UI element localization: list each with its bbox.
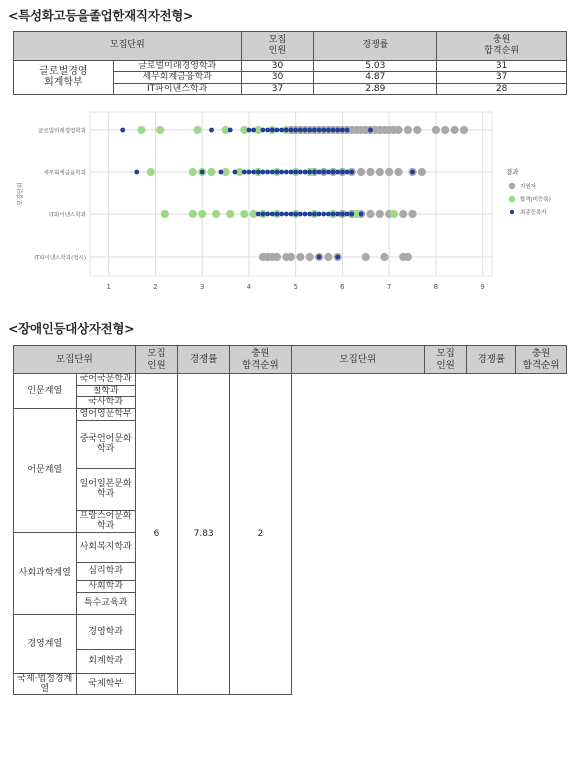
- data-point: [349, 212, 354, 217]
- quota-cell: 30: [241, 61, 314, 72]
- data-point: [228, 128, 233, 133]
- dept-cell: 세무회계금융학과: [113, 72, 241, 83]
- header-rank: 충원 합격순위: [437, 32, 567, 61]
- data-point: [366, 168, 374, 176]
- data-point: [284, 128, 289, 133]
- data-point: [209, 128, 214, 133]
- data-point: [240, 210, 248, 218]
- legend-marker: [510, 210, 514, 214]
- data-point: [247, 170, 252, 175]
- data-point: [331, 128, 336, 133]
- x-tick-label: 7: [386, 283, 392, 291]
- data-point: [399, 210, 407, 218]
- data-point: [298, 128, 303, 133]
- data-point: [298, 212, 303, 217]
- data-point: [441, 126, 449, 134]
- dept-cell: 영어영문학부: [76, 408, 135, 420]
- dept-cell: 회계학과: [76, 649, 135, 673]
- data-point: [261, 128, 266, 133]
- y-tick-label: IT파이낸스학과(정시): [34, 255, 86, 262]
- data-point: [279, 128, 284, 133]
- selection-table-1: [13, 31, 567, 95]
- data-point: [349, 170, 354, 175]
- quota-cell: 30: [241, 72, 314, 83]
- data-point: [359, 212, 364, 217]
- legend-label: 합격(미등록): [520, 197, 551, 204]
- data-point: [380, 253, 388, 261]
- data-point: [307, 170, 312, 175]
- data-point: [362, 253, 370, 261]
- data-point: [335, 212, 340, 217]
- data-point: [410, 170, 415, 175]
- dept-cell: 사회학과: [76, 580, 135, 592]
- header-quota: 모집 인원: [241, 32, 314, 61]
- y-tick-label: 글로벌미래경영학과: [38, 128, 86, 135]
- data-point: [251, 170, 256, 175]
- dept-cell: 사회복지학과: [76, 532, 135, 562]
- dept-cell: 국제학부: [76, 673, 135, 695]
- data-point: [390, 210, 398, 218]
- data-point: [326, 128, 331, 133]
- data-point: [335, 128, 340, 133]
- data-point: [156, 126, 164, 134]
- group-cell: 경영계열: [14, 614, 77, 673]
- data-point: [193, 126, 201, 134]
- x-tick-label: 6: [340, 283, 345, 291]
- dept-cell: 국사학과: [76, 397, 135, 408]
- data-point: [247, 128, 252, 133]
- rate-cell: 4.87: [314, 72, 437, 83]
- data-point: [233, 170, 238, 175]
- dept-cell: 심리학과: [76, 562, 135, 580]
- header-rank: 충원 합격순위: [230, 346, 291, 374]
- header-rank: 충원 합격순위: [516, 346, 567, 374]
- x-tick-label: 8: [433, 283, 439, 291]
- data-point: [303, 170, 308, 175]
- data-point: [256, 212, 261, 217]
- x-tick-label: 5: [293, 283, 298, 291]
- y-tick-label: IT파이낸스학과: [49, 212, 86, 219]
- data-point: [335, 170, 340, 175]
- header-unit: 모집단위: [14, 32, 242, 61]
- data-point: [340, 212, 345, 217]
- dept-cell: 특수교육과: [76, 592, 135, 614]
- data-point: [321, 128, 326, 133]
- data-point: [226, 210, 234, 218]
- data-point: [404, 126, 412, 134]
- rank-cell: 28: [437, 83, 567, 94]
- data-point: [317, 212, 322, 217]
- rate-cell: 7.83: [178, 374, 230, 695]
- quota-cell: 37: [241, 83, 314, 94]
- data-point: [366, 210, 374, 218]
- data-point: [385, 168, 393, 176]
- dept-cell: 국어국문학과: [76, 374, 135, 386]
- data-point: [317, 255, 322, 260]
- data-point: [207, 168, 215, 176]
- selection-table-2: [13, 345, 567, 695]
- data-point: [345, 128, 350, 133]
- data-point: [147, 168, 155, 176]
- legend-label: 지원자: [520, 184, 536, 191]
- data-point: [284, 212, 289, 217]
- data-point: [376, 168, 384, 176]
- dept-cell: 경영학과: [76, 614, 135, 649]
- data-point: [261, 170, 266, 175]
- data-point: [134, 170, 139, 175]
- data-point: [265, 212, 270, 217]
- plot-area: [90, 112, 492, 276]
- data-point: [324, 253, 332, 261]
- group-cell: 어문계열: [14, 408, 77, 532]
- data-point: [287, 253, 295, 261]
- data-point: [340, 128, 345, 133]
- data-point: [296, 253, 304, 261]
- data-point: [432, 126, 440, 134]
- data-point: [413, 126, 421, 134]
- dept-cell: 철학과: [76, 386, 135, 397]
- data-point: [307, 212, 312, 217]
- data-point: [376, 210, 384, 218]
- header-rate: 경쟁률: [467, 346, 516, 374]
- data-point: [317, 128, 322, 133]
- data-point: [404, 253, 412, 261]
- data-point: [198, 210, 206, 218]
- data-point: [289, 212, 294, 217]
- header-unit: 모집단위: [14, 346, 136, 374]
- data-point: [261, 212, 266, 217]
- data-point: [307, 128, 312, 133]
- data-point: [460, 126, 468, 134]
- dept-cell: 글로벌미래경영학과: [113, 61, 241, 72]
- header-quota: 모집 인원: [135, 346, 177, 374]
- data-point: [212, 210, 220, 218]
- header-rate: 경쟁률: [314, 32, 437, 61]
- data-point: [312, 170, 317, 175]
- data-point: [345, 212, 350, 217]
- data-point: [293, 170, 298, 175]
- legend-marker: [509, 183, 515, 189]
- data-point: [270, 170, 275, 175]
- data-point: [408, 210, 416, 218]
- x-tick-label: 2: [153, 283, 158, 291]
- table-row: [14, 374, 567, 386]
- quota-cell: 6: [135, 374, 177, 695]
- rank-cell: 2: [230, 374, 291, 695]
- data-point: [265, 128, 270, 133]
- section1-title: <특성화고등을졸업한재직자전형>: [8, 8, 194, 23]
- data-point: [275, 128, 280, 133]
- x-tick-label: 3: [199, 283, 205, 291]
- y-axis-label: 모집단위: [17, 182, 24, 206]
- rate-cell: 2.89: [314, 83, 437, 94]
- group-cell: 사회과학계열: [14, 532, 77, 614]
- data-point: [312, 212, 317, 217]
- chart-svg: [0, 108, 575, 298]
- data-point: [326, 170, 331, 175]
- data-point: [256, 170, 261, 175]
- data-point: [289, 128, 294, 133]
- y-tick-label: 세무회계금융학과: [43, 170, 86, 177]
- data-point: [189, 210, 197, 218]
- data-point: [293, 128, 298, 133]
- header-rate: 경쟁률: [178, 346, 230, 374]
- x-tick-label: 1: [106, 283, 111, 291]
- data-point: [275, 170, 280, 175]
- data-point: [289, 170, 294, 175]
- dept-cell: IT파이낸스학과: [113, 83, 241, 94]
- legend-label: 최종등록자: [520, 210, 547, 217]
- data-point: [335, 255, 340, 260]
- dept-cell: 일어일본문화학과: [76, 468, 135, 510]
- legend-title: 결과: [506, 168, 519, 176]
- data-point: [303, 212, 308, 217]
- data-point: [279, 170, 284, 175]
- data-point: [326, 212, 331, 217]
- data-point: [394, 168, 402, 176]
- header-unit: 모집단위: [291, 346, 424, 374]
- group-cell: 국제·법정경계열: [14, 673, 77, 695]
- data-point: [273, 253, 281, 261]
- data-point: [275, 212, 280, 217]
- data-point: [394, 126, 402, 134]
- data-point: [368, 128, 373, 133]
- data-point: [418, 168, 426, 176]
- data-point: [120, 128, 125, 133]
- dept-cell: 프랑스어문화학과: [76, 510, 135, 532]
- rank-cell: 37: [437, 72, 567, 83]
- data-point: [298, 170, 303, 175]
- group-cell: 글로벌경영 회계학부: [14, 61, 114, 95]
- data-point: [265, 170, 270, 175]
- data-point: [345, 170, 350, 175]
- rank-cell: 31: [437, 61, 567, 72]
- data-point: [321, 170, 326, 175]
- data-point: [189, 168, 197, 176]
- data-point: [312, 128, 317, 133]
- x-tick-label: 9: [480, 283, 485, 291]
- data-point: [242, 170, 247, 175]
- section2-title: <장애인등대상자전형>: [8, 321, 135, 336]
- data-point: [357, 168, 365, 176]
- data-point: [331, 170, 336, 175]
- data-point: [284, 170, 289, 175]
- header-quota: 모집 인원: [425, 346, 467, 374]
- rate-cell: 5.03: [314, 61, 437, 72]
- data-point: [270, 212, 275, 217]
- dept-cell: 중국언어문화학과: [76, 420, 135, 468]
- admission-scatter-chart: [0, 108, 575, 302]
- data-point: [161, 210, 169, 218]
- data-point: [270, 128, 275, 133]
- data-point: [451, 126, 459, 134]
- data-point: [251, 128, 256, 133]
- data-point: [306, 253, 314, 261]
- data-point: [317, 170, 322, 175]
- group-cell: 인문계열: [14, 374, 77, 409]
- data-point: [137, 126, 145, 134]
- data-point: [331, 212, 336, 217]
- legend-marker: [509, 196, 515, 202]
- data-point: [303, 128, 308, 133]
- data-point: [279, 212, 284, 217]
- data-point: [321, 212, 326, 217]
- data-point: [200, 170, 205, 175]
- data-point: [218, 170, 223, 175]
- data-point: [340, 170, 345, 175]
- data-point: [293, 212, 298, 217]
- x-tick-label: 4: [246, 283, 252, 291]
